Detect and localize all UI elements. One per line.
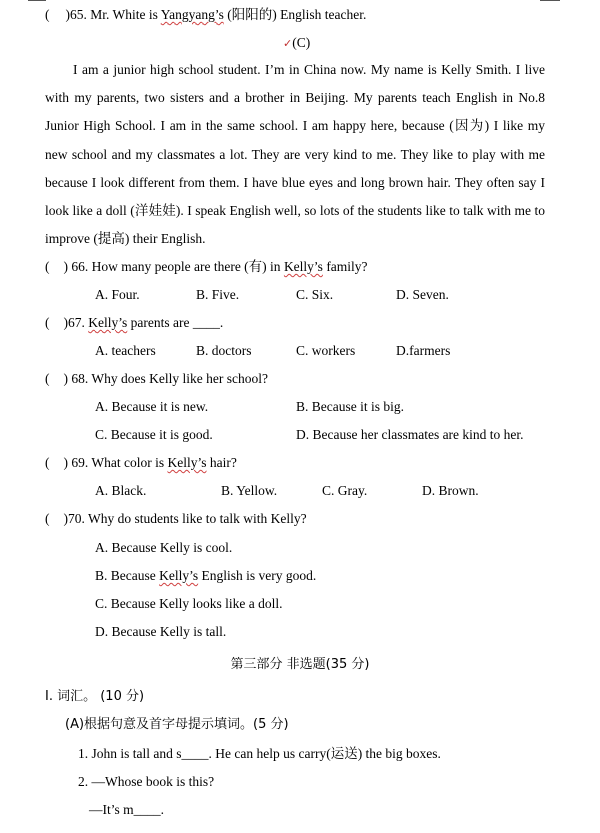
name-underlined: Kelly’s	[167, 455, 207, 470]
vocab-heading: Ⅰ. 词汇。 (10 分)	[45, 689, 145, 704]
question-text-end: parents are ____.	[127, 315, 224, 330]
question-text-end: hair?	[206, 455, 237, 470]
part-three-title: 第三部分 非选题(35 分)	[230, 657, 370, 672]
question-70	[45, 509, 307, 529]
answer-paren: (	[45, 511, 50, 526]
option-c: C. workers	[296, 343, 356, 358]
question-text: ) 66. How many people are there (有) in	[63, 259, 284, 274]
option-a: A. teachers	[95, 343, 156, 358]
red-check-icon: ✓	[283, 38, 293, 50]
answer-paren: (	[45, 7, 50, 22]
option-b: B. Yellow.	[221, 483, 278, 498]
question-text-end: (阳阳的) English teacher.	[223, 7, 367, 22]
question-text: )67.	[63, 315, 89, 330]
question-text: ) 69. What color is	[63, 455, 168, 470]
option-b: B. Because it is big.	[296, 399, 404, 414]
question-text: )70. Why do students like to talk with Kelly?	[63, 511, 307, 526]
passage-text: I am a junior high school student. I’m in China now. My name is Kelly Smith. I live with my parents, two sisters and a brother in Beijing. My parents teach English in No.8 Junior High School. I am in the same school. I am happy here, because (因为) I like my new school and my classmates a lot. They are very kind to me. They like to play with me because I look different from them. I have blue eyes and long brown hair. They often say I look like a doll (洋娃娃). I speak English well, so lots of the students like to talk with me to improve (提高) their English.	[45, 62, 545, 247]
option-b-text: B. Because	[95, 568, 160, 583]
option-b: B. Five.	[196, 287, 240, 302]
option-b	[95, 566, 316, 586]
question-69	[45, 453, 237, 473]
name-underlined: Kelly’s	[88, 315, 128, 330]
corner-mark-left	[28, 0, 46, 1]
option-a: A. Because it is new.	[95, 399, 209, 414]
option-d: D. Because Kelly is tall.	[95, 624, 227, 639]
section-label: (C)	[292, 35, 311, 50]
name-underlined: Yangyang’s	[160, 7, 224, 22]
option-a: A. Because Kelly is cool.	[95, 540, 233, 555]
vocab-item-2-answer: —It’s m____.	[89, 802, 165, 817]
question-68	[45, 369, 268, 389]
option-d: D. Brown.	[422, 483, 479, 498]
question-66	[45, 257, 368, 277]
corner-mark-right	[540, 0, 560, 1]
option-a: A. Black.	[95, 483, 147, 498]
reading-passage	[45, 56, 545, 253]
option-c: C. Gray.	[322, 483, 368, 498]
question-text: ) 68. Why does Kelly like her school?	[63, 371, 268, 386]
question-text: )65. Mr. White is	[65, 7, 161, 22]
vocab-item-1: 1. John is tall and s____. He can help us carry(运送) the big boxes.	[78, 746, 441, 761]
option-d: D. Because her classmates are kind to her.	[296, 427, 524, 442]
section-c-heading	[283, 33, 310, 54]
question-67	[45, 313, 223, 333]
option-d: D. Seven.	[396, 287, 449, 302]
option-d: D.farmers	[396, 343, 451, 358]
answer-paren: (	[45, 315, 50, 330]
question-text-end: family?	[322, 259, 368, 274]
name-underlined: Kelly’s	[159, 568, 199, 583]
option-a: A. Four.	[95, 287, 140, 302]
name-underlined: Kelly’s	[283, 259, 323, 274]
option-b-text-end: English is very good.	[198, 568, 317, 583]
option-c: C. Because Kelly looks like a doll.	[95, 596, 283, 611]
option-b: B. doctors	[196, 343, 252, 358]
option-c: C. Six.	[296, 287, 334, 302]
vocab-item-2: 2. —Whose book is this?	[78, 774, 215, 789]
vocab-subheading: (A)根据句意及首字母提示填词。(5 分)	[65, 717, 289, 732]
option-c: C. Because it is good.	[95, 427, 213, 442]
question-65	[45, 5, 366, 25]
answer-paren: (	[45, 371, 50, 386]
answer-paren: (	[45, 455, 50, 470]
answer-paren: (	[45, 259, 50, 274]
